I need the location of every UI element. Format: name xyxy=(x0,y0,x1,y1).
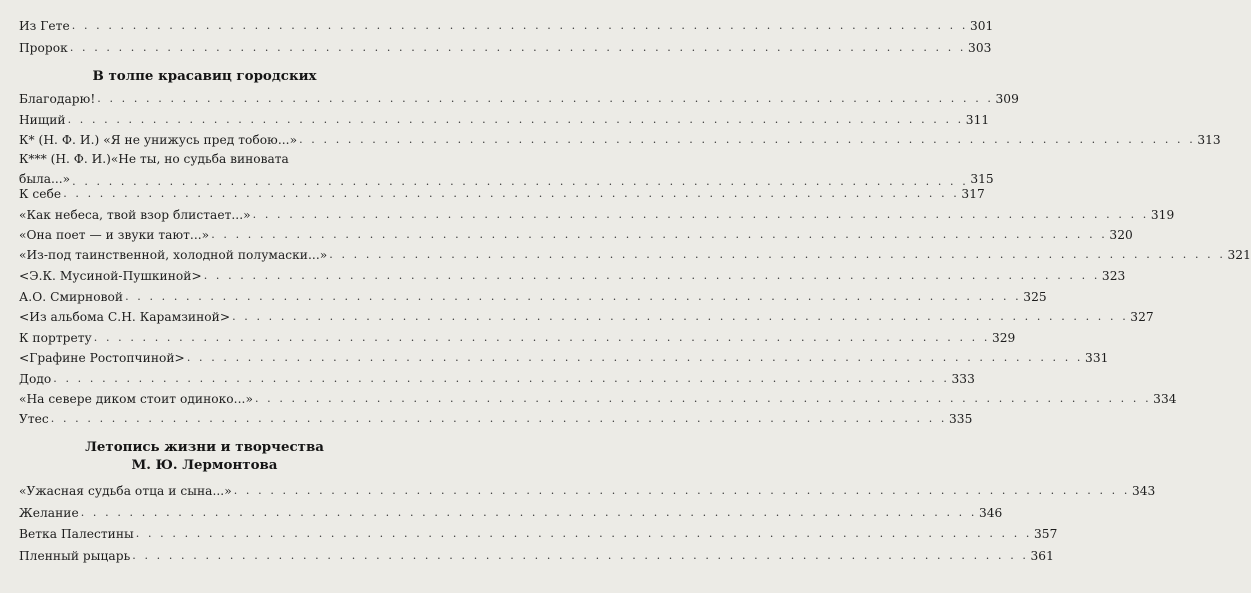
toc-entry xyxy=(19,242,1251,262)
toc-entry-page: 327 xyxy=(1130,310,1154,324)
toc-entry-title: «Ужасная судьба отца и сына...» xyxy=(19,484,232,498)
toc-entry-page: 317 xyxy=(961,187,985,201)
dot-leader: . . . . . . . . . . . . . . . . . . . . . . . . . . . . . . . . . . . . . . . . . . . . . . . . . . . . . . . . . . . . . . . . . . . . . . . . . . xyxy=(93,331,990,344)
toc-entry-page: 343 xyxy=(1131,484,1156,498)
toc-entry xyxy=(19,345,1109,365)
dot-leader: . . . . . . . . . . . . . . . . . . . . . . . . . . . . . . . . . . . . . . . . . . . . . . . . . . . . . . . . . . . . . . . . . . . . . . . . . . xyxy=(125,290,1022,303)
toc-entry-title: «Она поет — и звуки тают...» xyxy=(19,228,210,242)
toc-entry-page: 331 xyxy=(1085,351,1109,365)
toc-entry-title: <Э.К. Мусиной-Пушкиной> xyxy=(19,269,202,283)
toc-entry xyxy=(19,406,973,426)
toc-entry xyxy=(19,263,1126,283)
dot-leader: . . . . . . . . . . . . . . . . . . . . . . . . . . . . . . . . . . . . . . . . . . . . . . . . . . . . . . . . . . . . . . . . . . . . . . . . . . xyxy=(299,133,1196,146)
toc-entry xyxy=(19,181,985,201)
section-heading: В толпе красавиц городских xyxy=(92,68,317,84)
toc-entry-title: «Как небеса, твой взор блистает...» xyxy=(19,208,251,222)
toc-entry-title: К* (Н. Ф. И.) «Я не унижусь пред тобою...» xyxy=(19,133,298,147)
toc-entry-page: 309 xyxy=(995,92,1019,106)
toc-entry xyxy=(19,127,1221,147)
toc-entry-title-line1: К*** (Н. Ф. И.)«Не ты, но судьба виновата xyxy=(19,152,289,166)
toc-entry xyxy=(19,107,990,127)
toc-entry xyxy=(19,86,1019,106)
toc-entry-title: Желание xyxy=(19,506,79,520)
toc-entry-title: Нищий xyxy=(19,113,66,127)
toc-entry-page: 346 xyxy=(978,506,1003,520)
dot-leader: . . . . . . . . . . . . . . . . . . . . . . . . . . . . . . . . . . . . . . . . . . . . . . . . . . . . . . . . . . . . . . . . . . . . . . . . . . xyxy=(69,41,967,54)
toc-entry-page: 329 xyxy=(991,331,1016,345)
toc-entry-page: 333 xyxy=(951,372,975,386)
toc-entry-title: Додо xyxy=(19,372,52,386)
dot-leader: . . . . . . . . . . . . . . . . . . . . . . . . . . . . . . . . . . . . . . . . . . . . . . . . . . . . . . . . . . . . . . . . . . . . . . . . . . xyxy=(97,92,994,105)
dot-leader: . . . . . . . . . . . . . . . . . . . . . . . . . . . . . . . . . . . . . . . . . . . . . . . . . . . . . . . . . . . . . . . . . . . . . . . . . . xyxy=(53,372,950,385)
toc-entry xyxy=(19,543,1054,563)
dot-leader: . . . . . . . . . . . . . . . . . . . . . . . . . . . . . . . . . . . . . . . . . . . . . . . . . . . . . . . . . . . . . . . . . . . . . . . . . . xyxy=(63,187,960,200)
toc-entry-page: 361 xyxy=(1030,549,1054,563)
dot-leader: . . . . . . . . . . . . . . . . . . . . . . . . . . . . . . . . . . . . . . . . . . . . . . . . . . . . . . . . . . . . . . . . . . . . . . . . . . xyxy=(211,228,1108,241)
toc-entry-title: Благодарю! xyxy=(19,92,96,106)
toc-entry xyxy=(19,202,1175,222)
toc-entry-page: 303 xyxy=(968,41,992,55)
dot-leader: . . . . . . . . . . . . . . . . . . . . . . . . . . . . . . . . . . . . . . . . . . . . . . . . . . . . . . . . . . . . . . . . . . . . . . . . . . xyxy=(232,310,1129,323)
toc-entry xyxy=(19,386,1177,406)
toc-entry xyxy=(19,366,975,386)
toc-entry-title: <Из альбома С.Н. Карамзиной> xyxy=(19,310,231,324)
toc-entry-title: Пророк xyxy=(19,41,68,55)
toc-entry xyxy=(19,304,1154,324)
toc-entry-title: К себе xyxy=(19,187,62,201)
dot-leader: . . . . . . . . . . . . . . . . . . . . . . . . . . . . . . . . . . . . . . . . . . . . . . . . . . . . . . . . . . . . . . . . . . . . . . . . . . xyxy=(67,113,964,126)
dot-leader: . . . . . . . . . . . . . . . . . . . . . . . . . . . . . . . . . . . . . . . . . . . . . . . . . . . . . . . . . . . . . . . . . . . . . . . . . . xyxy=(50,412,947,425)
toc-entry xyxy=(19,13,994,33)
toc-entry xyxy=(19,222,1133,242)
toc-entry xyxy=(19,500,1003,520)
toc-entry-title: <Графине Ростопчиной> xyxy=(19,351,185,365)
toc-entry-page: 315 xyxy=(970,172,994,186)
dot-leader: . . . . . . . . . . . . . . . . . . . . . . . . . . . . . . . . . . . . . . . . . . . . . . . . . . . . . . . . . . . . . . . . . . . . . . . . . . xyxy=(254,392,1152,405)
toc-entry-title: «На севере диком стоит одиноко...» xyxy=(19,392,253,406)
toc-entry xyxy=(19,478,1156,498)
toc-entry-title: Ветка Палестины xyxy=(19,527,134,541)
dot-leader: . . . . . . . . . . . . . . . . . . . . . . . . . . . . . . . . . . . . . . . . . . . . . . . . . . . . . . . . . . . . . . . . . . . . . . . . . . xyxy=(203,269,1100,282)
dot-leader: . . . . . . . . . . . . . . . . . . . . . . . . . . . . . . . . . . . . . . . . . . . . . . . . . . . . . . . . . . . . . . . . . . . . . . . . . . xyxy=(135,527,1032,540)
toc-entry-page: 321 xyxy=(1227,248,1251,262)
toc-entry xyxy=(19,35,992,55)
toc-entry-page: 357 xyxy=(1034,527,1058,541)
section-heading: Летопись жизни и творчества xyxy=(85,439,324,455)
toc-entry-page: 323 xyxy=(1101,269,1126,283)
toc-entry-page: 301 xyxy=(969,19,994,33)
toc-entry xyxy=(19,284,1047,304)
dot-leader: . . . . . . . . . . . . . . . . . . . . . . . . . . . . . . . . . . . . . . . . . . . . . . . . . . . . . . . . . . . . . . . . . . . . . . . . . . xyxy=(80,506,977,519)
dot-leader: . . . . . . . . . . . . . . . . . . . . . . . . . . . . . . . . . . . . . . . . . . . . . . . . . . . . . . . . . . . . . . . . . . . . . . . . . . xyxy=(132,549,1029,562)
dot-leader: . . . . . . . . . . . . . . . . . . . . . . . . . . . . . . . . . . . . . . . . . . . . . . . . . . . . . . . . . . . . . . . . . . . . . . . . . . xyxy=(329,248,1226,261)
toc-entry-title: А.О. Смирновой xyxy=(19,290,124,304)
toc-entry-title: Пленный рыцарь xyxy=(19,549,131,563)
toc-entry-page: 313 xyxy=(1197,133,1221,147)
dot-leader: . . . . . . . . . . . . . . . . . . . . . . . . . . . . . . . . . . . . . . . . . . . . . . . . . . . . . . . . . . . . . . . . . . . . . . . . . . xyxy=(233,484,1130,497)
toc-entry-title: Утес xyxy=(19,412,49,426)
toc-entry-title-line2: была...» xyxy=(19,172,71,186)
toc-entry xyxy=(19,521,1058,541)
toc-entry-title: К портрету xyxy=(19,331,92,345)
toc-entry-page: 320 xyxy=(1109,228,1133,242)
toc-entry xyxy=(19,325,1016,345)
dot-leader: . . . . . . . . . . . . . . . . . . . . . . . . . . . . . . . . . . . . . . . . . . . . . . . . . . . . . . . . . . . . . . . . . . . . . . . . . . xyxy=(71,19,968,32)
toc-entry-title: «Из-под таинственной, холодной полумаски...» xyxy=(19,248,328,262)
dot-leader: . . . . . . . . . . . . . . . . . . . . . . . . . . . . . . . . . . . . . . . . . . . . . . . . . . . . . . . . . . . . . . . . . . . . . . . . . . xyxy=(72,175,969,188)
dot-leader: . . . . . . . . . . . . . . . . . . . . . . . . . . . . . . . . . . . . . . . . . . . . . . . . . . . . . . . . . . . . . . . . . . . . . . . . . . xyxy=(186,351,1084,364)
toc-entry-title: Из Гете xyxy=(19,19,70,33)
dot-leader: . . . . . . . . . . . . . . . . . . . . . . . . . . . . . . . . . . . . . . . . . . . . . . . . . . . . . . . . . . . . . . . . . . . . . . . . . . xyxy=(252,208,1149,221)
toc-entry-page: 319 xyxy=(1150,208,1175,222)
toc-entry-page: 311 xyxy=(965,113,990,127)
toc-entry-page: 325 xyxy=(1023,290,1047,304)
toc-entry-page: 334 xyxy=(1153,392,1177,406)
toc-entry-page: 335 xyxy=(949,412,973,426)
section-heading-line2: М. Ю. Лермонтова xyxy=(131,457,278,473)
